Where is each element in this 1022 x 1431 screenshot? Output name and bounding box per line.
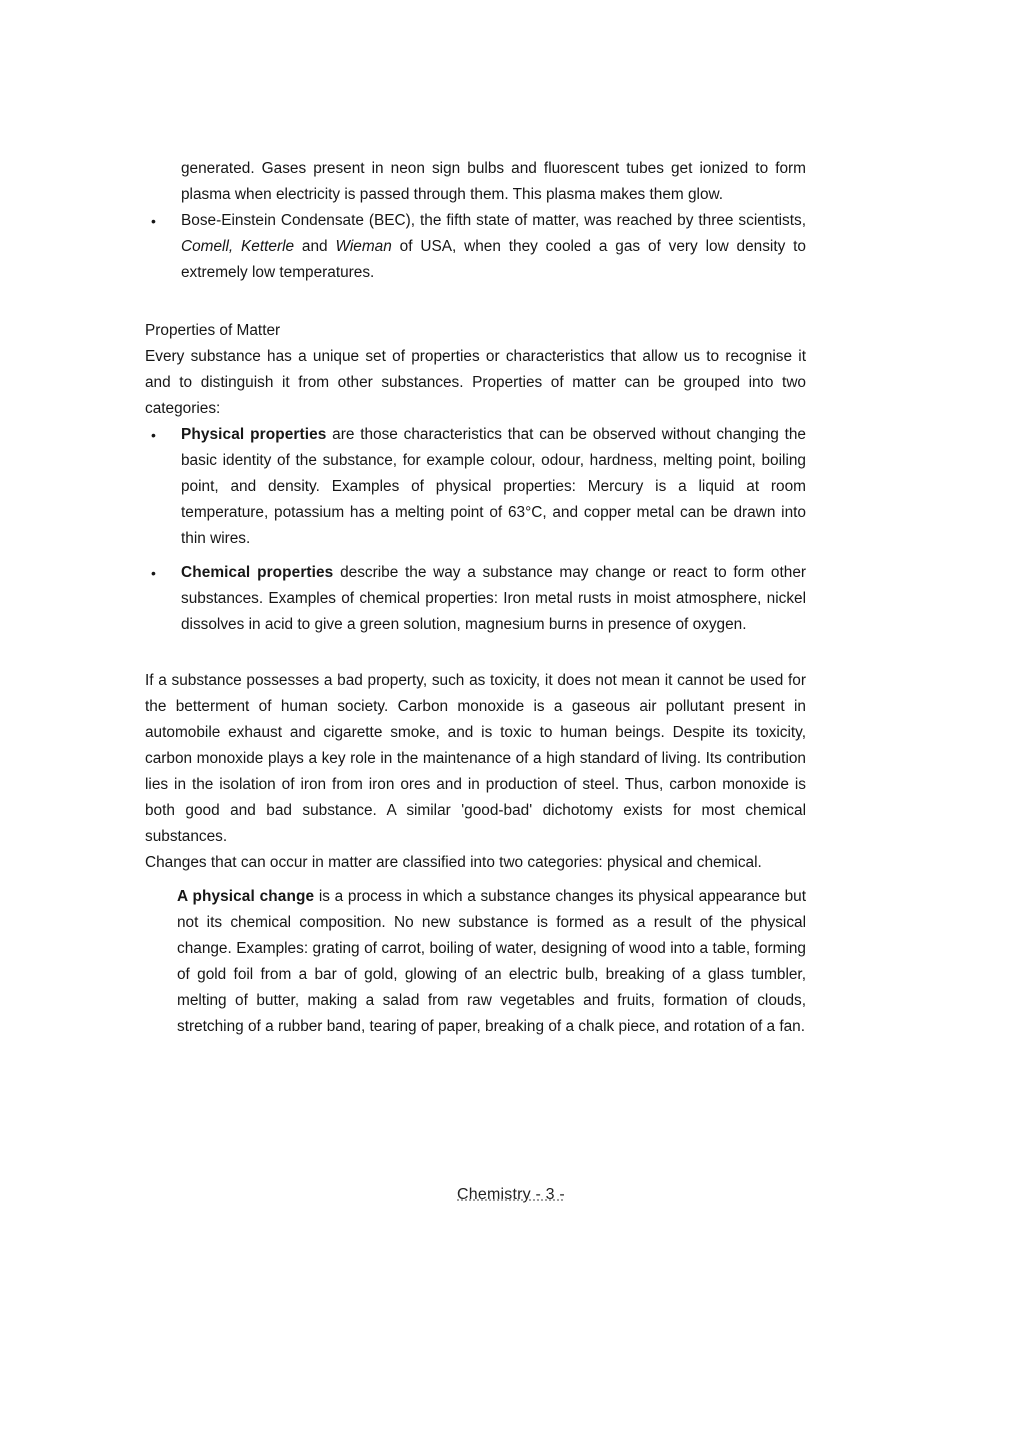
physical-properties-text (181, 422, 806, 552)
continued-paragraph: generated. Gases present in neon sign bulbs and fluorescent tubes get ionized to form plasma when electricity is passed through them. This plasma makes them glow. (181, 160, 806, 203)
changes-paragraph: Changes that can occur in matter are classified into two categories: physical and chemical. (145, 854, 762, 871)
physical-change-lead: A physical change (177, 888, 315, 905)
physical-change-body: is a process in which a substance changes its physical appearance but not its chemical composition. No new substance is formed as a result of the physical change. Examples: grating of carrot, boiling of water, designing of wood into a table, forming of gold foil from a bar of gold, glowing of an electric bulb, breaking of a glass tumbler, melting of butter, making a salad from raw vegetables and fruits, formation of clouds, stretching of a rubber band, tearing of paper, breaking of a chalk piece, and rotation of a fan. (177, 888, 806, 1035)
scientist-name: Wieman (335, 238, 392, 255)
page-footer: Chemistry - 3 - (457, 1186, 565, 1203)
physical-properties-bullet (145, 422, 806, 552)
bullet-icon: • (151, 213, 156, 229)
separator: and (294, 238, 336, 255)
chemical-properties-bullet (145, 560, 806, 638)
scientist-name: Comell, (181, 238, 234, 255)
chemical-properties-lead: Chemical properties (181, 564, 334, 581)
physical-properties-body: are those characteristics that can be observed without changing the basic identity of the substance, for example colour, odour, hardness, melting point, boiling point, and density. Examples of physical properties: Mercury is a liquid at room temperature, potassium has a melting point of 63°C, and copper metal can be drawn into thin wires. (181, 426, 806, 547)
chemical-properties-text (181, 560, 806, 638)
bullet-icon: • (151, 427, 156, 443)
bec-text-1: the fifth state of matter, was reached by three scientists, (415, 212, 806, 229)
bec-lead: Bose-Einstein Condensate (BEC), (181, 212, 416, 229)
section-heading: Properties of Matter (145, 322, 281, 339)
intro-paragraph: Every substance has a unique set of properties or characteristics that allow us to recognise it and to distinguish it from other substances. Properties of matter can be grouped into two categories: (145, 348, 806, 417)
separator (233, 238, 241, 255)
scientist-name: Ketterle (241, 238, 295, 255)
bec-bullet-text (181, 208, 806, 286)
bec-bullet-item (145, 208, 806, 286)
physical-properties-lead: Physical properties (181, 426, 327, 443)
bec-text-2: of USA, when they cooled a gas of very low density to extremely low temperatures. (181, 238, 806, 281)
chemical-properties-body: describe the way a substance may change or react to form other substances. Examples of chemical properties: Iron metal rusts in moist atmosphere, nickel dissolves in acid to give a green solution, magnesium burns in presence of oxygen. (181, 564, 807, 633)
physical-change-paragraph (145, 884, 806, 1040)
bullet-icon: • (151, 565, 156, 581)
toxicity-paragraph: If a substance possesses a bad property, such as toxicity, it does not mean it cannot be used for the betterment of human society. Carbon monoxide is a gaseous air pollutant present in automobile exhaust and cigarette smoke, and is toxic to human beings. Despite its toxicity, carbon monoxide plays a key role in the maintenance of a high standard of living. Its contribution lies in the isolation of iron from iron ores and in production of steel. Thus, carbon monoxide is both good and bad substance. A similar 'good-bad' dichotomy exists for most chemical substances. (145, 672, 806, 845)
document-page (145, 156, 806, 1040)
